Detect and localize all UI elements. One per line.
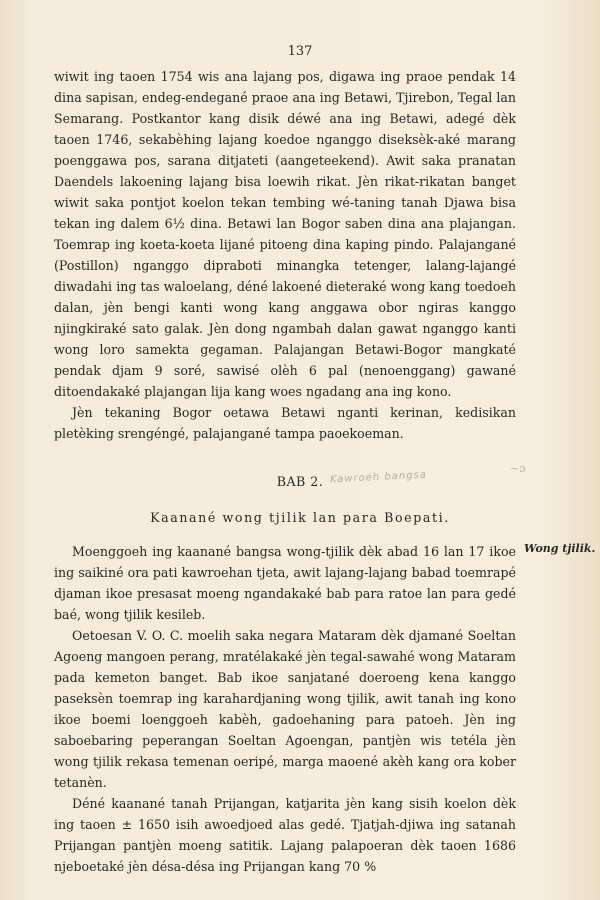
pencil-annotation: Kawroeh bangsa: [329, 469, 428, 486]
pencil-mark: ~ɔ: [510, 462, 526, 475]
page-number: 137: [287, 44, 313, 59]
margin-note: Wong tjilik.: [524, 542, 596, 555]
paragraph: Moenggoeh ing kaanané bangsa wong-tjilik dèk abad 16 lan 17 ikoe ing saikiné ora pati kawroehan tjeta, awit lajang-lajang babad toemrapé djaman ikoe presasat moeng ngandakaké bab para ratoe lan para gedé baé, wong tjilik kesileb.: [54, 544, 517, 622]
chapter-title: Kaanané wong tjilik lan para Boepati.: [150, 510, 450, 525]
chapter-heading: BAB 2.: [276, 474, 324, 489]
text-block-top: [54, 66, 516, 444]
paragraph: Oetoesan V. O. C. moelih saka negara Mataram dèk djamané Soeltan Agoeng mangoen perang, mratélakaké jèn tegal-sawahé wong Mataram pada kemeton banget. Bab ikoe sanjatané doeroeng kena kanggo paseksèn toemrap ing karahardjaning wong tjilik, awit tanah ing kono ikoe boemi loenggoeh kabèh, gadoehaning para patoeh. Jèn ing saboebaring peperangan Soeltan Agoengan, pantjèn wis tetéla jèn wong tjilik rekasa temenan oeripé, marga maoené akèh kang ora kober tetanèn.: [54, 628, 517, 790]
text-block-bottom: [54, 541, 516, 877]
paragraph: Jèn tekaning Bogor oetawa Betawi nganti kerinan, kedisikan pletèking srengéngé, palajangané tampa paoekoeman.: [54, 405, 516, 441]
paragraph: wiwit ing taoen 1754 wis ana lajang pos, digawa ing praoe pendak 14 dina sapisan, endeg-endegané praoe ana ing Betawi, Tjirebon, Tegal lan Semarang. Postkantor kang disik déwé ana ing Betawi, adegé dèk taoen 1746, sekabèhing lajang koedoe nganggo diseksèk-aké marang poenggawa pos, sarana ditjateti (aangeteekend). Awit saka pranatan Daendels lakoening lajang bisa loewih rikat. Jèn rikat-rikatan banget wiwit saka pontjot koelon tekan tembing wé-taning tanah Djawa bisa tekan ing dalem 6½ dina. Betawi lan Bogor saben dina ana plajangan. Toemrap ing koeta-koeta lijané pitoeng dina kaping pindo. Palajangané (Postillon) nganggo dipraboti minangka tetenger, lalang-lajangé diwadahi ing tas waloelang, déné lakoené dieteraké wong kang toedoeh dalan, jèn bengi kanti wong kang anggawa obor ngiras kanggo njingkiraké sato galak. Jèn dong ngambah dalan gawat nganggo kanti wong loro samekta gegaman. Palajangan Betawi-Bogor mangkaté pendak djam 9 soré, sawisé olèh 6 pal (nenoenggang) gawané ditoendakaké plajangan lija kang woes ngadang ana ing kono.: [54, 69, 517, 399]
paragraph: Déné kaanané tanah Prijangan, katjarita jèn kang sisih koelon dèk ing taoen ± 1650 isih awoedjoed alas gedé. Tjatjah-djiwa ing satanah Prijangan pantjèn moeng satitik. Lajang palapoeran dèk taoen 1686 njeboetaké jèn désa-désa ing Prijangan kang 70 %: [54, 796, 516, 874]
